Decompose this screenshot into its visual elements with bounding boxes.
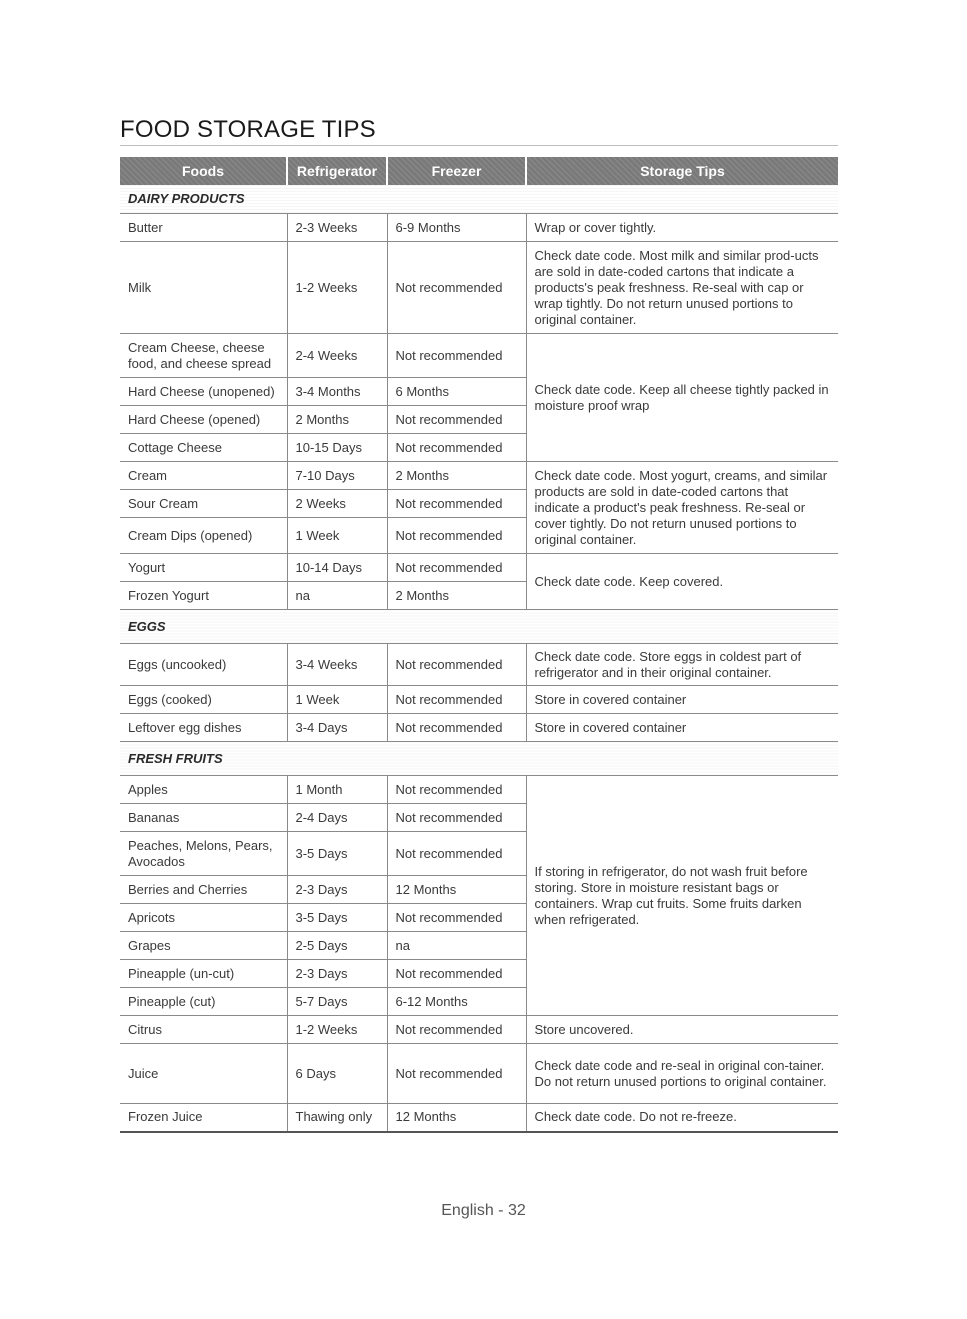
refrigerator-cell: 2-3 Weeks: [287, 214, 387, 242]
tip-cell: Store in covered container: [526, 686, 838, 714]
food-cell: Yogurt: [120, 554, 287, 582]
refrigerator-cell: 6 Days: [287, 1044, 387, 1104]
food-cell: Cream Cheese, cheese food, and cheese spread: [120, 334, 287, 378]
food-cell: Grapes: [120, 932, 287, 960]
freezer-cell: na: [387, 932, 526, 960]
table-header-row: [120, 157, 838, 185]
food-cell: Eggs (cooked): [120, 686, 287, 714]
freezer-cell: Not recommended: [387, 804, 526, 832]
freezer-cell: Not recommended: [387, 644, 526, 686]
refrigerator-cell: 10-15 Days: [287, 434, 387, 462]
food-cell: Citrus: [120, 1016, 287, 1044]
freezer-cell: Not recommended: [387, 904, 526, 932]
freezer-cell: 6-12 Months: [387, 988, 526, 1016]
food-cell: Leftover egg dishes: [120, 714, 287, 742]
freezer-cell: 12 Months: [387, 876, 526, 904]
tip-cell: Check date code. Store eggs in coldest part of refrigerator and in their original container.: [526, 644, 838, 686]
food-cell: Apples: [120, 776, 287, 804]
title-rule: [120, 145, 838, 146]
table-row: [120, 334, 838, 378]
freezer-cell: Not recommended: [387, 554, 526, 582]
table-row: [120, 1044, 838, 1104]
freezer-cell: Not recommended: [387, 434, 526, 462]
freezer-cell: 2 Months: [387, 462, 526, 490]
freezer-cell: 12 Months: [387, 1104, 526, 1132]
tip-cell: Check date code. Do not re-freeze.: [526, 1104, 838, 1132]
freezer-cell: Not recommended: [387, 1044, 526, 1104]
food-cell: Pineapple (cut): [120, 988, 287, 1016]
header-storage-tips: Storage Tips: [526, 157, 838, 185]
food-cell: Juice: [120, 1044, 287, 1104]
header-foods: Foods: [120, 157, 287, 185]
food-cell: Butter: [120, 214, 287, 242]
refrigerator-cell: 2-4 Weeks: [287, 334, 387, 378]
refrigerator-cell: 1 Week: [287, 686, 387, 714]
refrigerator-cell: 7-10 Days: [287, 462, 387, 490]
tip-cell-cream: Check date code. Most yogurt, creams, and similar products are sold in date-coded cartons that indicate a product's peak freshness. Re-seal or cover tightly. Do not return unused portions to original container.: [526, 462, 838, 554]
freezer-cell: Not recommended: [387, 406, 526, 434]
table-row: [120, 714, 838, 742]
refrigerator-cell: na: [287, 582, 387, 610]
header-refrigerator: Refrigerator: [287, 157, 387, 185]
page-number: English - 32: [441, 1202, 526, 1219]
refrigerator-cell: Thawing only: [287, 1104, 387, 1132]
freezer-cell: Not recommended: [387, 776, 526, 804]
refrigerator-cell: 2-3 Days: [287, 876, 387, 904]
freezer-cell: Not recommended: [387, 714, 526, 742]
table-row: [120, 1104, 838, 1132]
section-label-dairy: DAIRY PRODUCTS: [128, 191, 245, 206]
freezer-cell: Not recommended: [387, 832, 526, 876]
refrigerator-cell: 1 Month: [287, 776, 387, 804]
table-row: [120, 686, 838, 714]
food-cell: Sour Cream: [120, 490, 287, 518]
section-label-eggs: EGGS: [128, 618, 166, 634]
table-row: [120, 214, 838, 242]
tip-cell: Wrap or cover tightly.: [526, 214, 838, 242]
table-row: [120, 242, 838, 334]
food-cell: Apricots: [120, 904, 287, 932]
table-row: [120, 1016, 838, 1044]
food-cell: Pineapple (un-cut): [120, 960, 287, 988]
freezer-cell: Not recommended: [387, 960, 526, 988]
page-title: FOOD STORAGE TIPS: [120, 116, 376, 143]
refrigerator-cell: 3-5 Days: [287, 832, 387, 876]
tip-cell-cheese: Check date code. Keep all cheese tightly packed in moisture proof wrap: [526, 334, 838, 462]
refrigerator-cell: 1-2 Weeks: [287, 242, 387, 334]
freezer-cell: Not recommended: [387, 490, 526, 518]
refrigerator-cell: 3-4 Days: [287, 714, 387, 742]
refrigerator-cell: 2 Weeks: [287, 490, 387, 518]
freezer-cell: Not recommended: [387, 518, 526, 554]
tip-cell: Check date code and re-seal in original con-tainer. Do not return unused portions to original container.: [526, 1044, 838, 1104]
freezer-cell: Not recommended: [387, 242, 526, 334]
freezer-cell: 6-9 Months: [387, 214, 526, 242]
table-row: [120, 644, 838, 686]
freezer-cell: 6 Months: [387, 378, 526, 406]
section-row-dairy: [120, 185, 838, 214]
refrigerator-cell: 2-3 Days: [287, 960, 387, 988]
food-cell: Frozen Juice: [120, 1104, 287, 1132]
header-freezer: Freezer: [387, 157, 526, 185]
freezer-cell: 2 Months: [387, 582, 526, 610]
refrigerator-cell: 3-5 Days: [287, 904, 387, 932]
food-cell: Cottage Cheese: [120, 434, 287, 462]
refrigerator-cell: 5-7 Days: [287, 988, 387, 1016]
refrigerator-cell: 2-4 Days: [287, 804, 387, 832]
section-label-fruits: FRESH FRUITS: [128, 750, 223, 766]
refrigerator-cell: 3-4 Weeks: [287, 644, 387, 686]
tip-cell: Store uncovered.: [526, 1016, 838, 1044]
food-cell: Milk: [120, 242, 287, 334]
table-row: [120, 462, 838, 490]
refrigerator-cell: 3-4 Months: [287, 378, 387, 406]
refrigerator-cell: 1-2 Weeks: [287, 1016, 387, 1044]
table-row: [120, 554, 838, 582]
refrigerator-cell: 2-5 Days: [287, 932, 387, 960]
tip-cell-fruits: If storing in refrigerator, do not wash fruit before storing. Store in moisture resistant bags or containers. Wrap cut fruits. Some fruits darken when refrigerated.: [526, 776, 838, 1016]
food-cell: Hard Cheese (opened): [120, 406, 287, 434]
tip-cell: Check date code. Most milk and similar prod-ucts are sold in date-coded cartons that indicate a products's peak freshness. Re-seal with cap or wrap tightly. Do not return unused portions to original container.: [526, 242, 838, 334]
food-cell: Eggs (uncooked): [120, 644, 287, 686]
section-row-eggs: [120, 610, 838, 644]
freezer-cell: Not recommended: [387, 686, 526, 714]
tip-cell-yogurt: Check date code. Keep covered.: [526, 554, 838, 610]
freezer-cell: Not recommended: [387, 1016, 526, 1044]
refrigerator-cell: 10-14 Days: [287, 554, 387, 582]
food-cell: Hard Cheese (unopened): [120, 378, 287, 406]
food-cell: Peaches, Melons, Pears, Avocados: [120, 832, 287, 876]
food-cell: Cream: [120, 462, 287, 490]
section-row-fruits: [120, 742, 838, 776]
refrigerator-cell: 1 Week: [287, 518, 387, 554]
food-cell: Cream Dips (opened): [120, 518, 287, 554]
freezer-cell: Not recommended: [387, 334, 526, 378]
table-row: [120, 776, 838, 804]
food-cell: Berries and Cherries: [120, 876, 287, 904]
food-cell: Frozen Yogurt: [120, 582, 287, 610]
food-cell: Bananas: [120, 804, 287, 832]
tip-cell: Store in covered container: [526, 714, 838, 742]
refrigerator-cell: 2 Months: [287, 406, 387, 434]
food-storage-table: [120, 157, 838, 1133]
